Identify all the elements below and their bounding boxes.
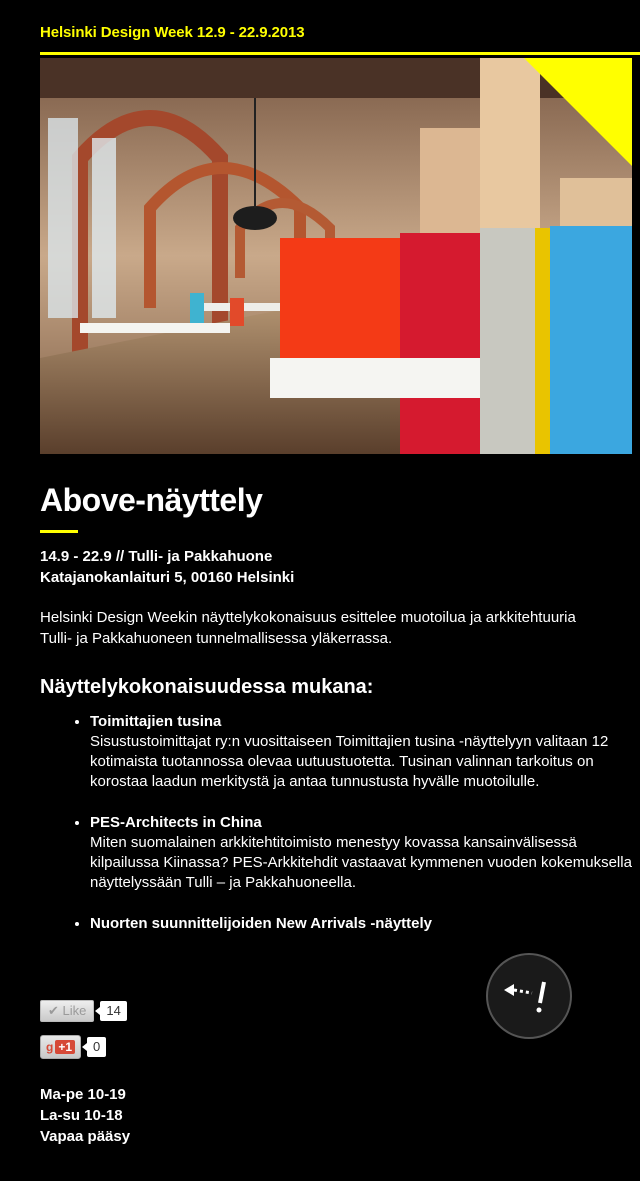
admission: Vapaa pääsy xyxy=(40,1128,131,1145)
like-label: Like xyxy=(62,1003,87,1018)
event-details xyxy=(40,546,294,588)
gplus-count: 0 xyxy=(87,1037,106,1057)
intro-paragraph: Helsinki Design Weekin näyttelykokonaisuus esittelee muotoilua ja arkkitehtuuria Tulli- ja Pakkahuoneen tunnelmallisessa yläkerrassa. xyxy=(40,609,576,647)
hours-weekend: La-su 10-18 xyxy=(40,1107,123,1124)
google-plus xyxy=(40,1035,106,1059)
feedback-button[interactable] xyxy=(486,953,572,1039)
title-underline xyxy=(40,530,78,533)
list-item-title: • PES-Architects in China xyxy=(90,814,262,831)
site-title[interactable]: Helsinki Design Week 12.9 - 22.9.2013 xyxy=(40,24,305,41)
exhibition-list xyxy=(60,712,635,955)
google-plus-icon: g xyxy=(46,1040,54,1054)
list-item-text: Miten suomalainen arkkitehtitoimisto menestyy kovassa kansainvälisessä kilpailussa Kiinassa? PES-Arkkitehdit vastaavat kymmenen vuoden kokemuksella näyttelyssään Tulli – ja Pakkahuoneella. xyxy=(90,834,632,891)
feedback-arrow-icon xyxy=(502,978,556,1014)
list-item-title: • Nuorten suunnittelijoiden New Arrivals -näyttely xyxy=(90,915,432,932)
gplus-label: +1 xyxy=(55,1040,75,1054)
list-item xyxy=(90,712,635,792)
corner-accent xyxy=(524,58,632,166)
section-heading: Näyttelykokonaisuudessa mukana: xyxy=(40,676,374,698)
list-item xyxy=(90,813,635,893)
address: Katajanokanlaituri 5, 00160 Helsinki xyxy=(40,569,295,586)
check-icon: ✔ xyxy=(48,1003,59,1018)
list-item-text: Sisustustoimittajat ry:n vuosittaiseen Toimittajien tusina -näyttelyyn valitaan 12 kotimaista tuotannossa olevaa uutuustuotetta. Tusinan valinnan tarkoitus on korostaa laadun merkitystä ja antaa tunnustusta hyvälle muotoilulle. xyxy=(90,733,609,790)
gplus-button[interactable] xyxy=(40,1035,81,1059)
list-item xyxy=(90,914,635,934)
page-title: Above-näyttely xyxy=(40,482,263,518)
like-button[interactable] xyxy=(40,1000,94,1022)
list-item-title: • Toimittajien tusina xyxy=(90,713,222,730)
opening-hours xyxy=(40,1084,130,1147)
like-count: 14 xyxy=(100,1001,126,1021)
date-location: 14.9 - 22.9 // Tulli- ja Pakkahuone xyxy=(40,548,273,565)
header-bar xyxy=(40,24,640,55)
facebook-like xyxy=(40,1000,127,1022)
hero-image xyxy=(40,58,632,454)
hours-weekdays: Ma-pe 10-19 xyxy=(40,1086,126,1103)
